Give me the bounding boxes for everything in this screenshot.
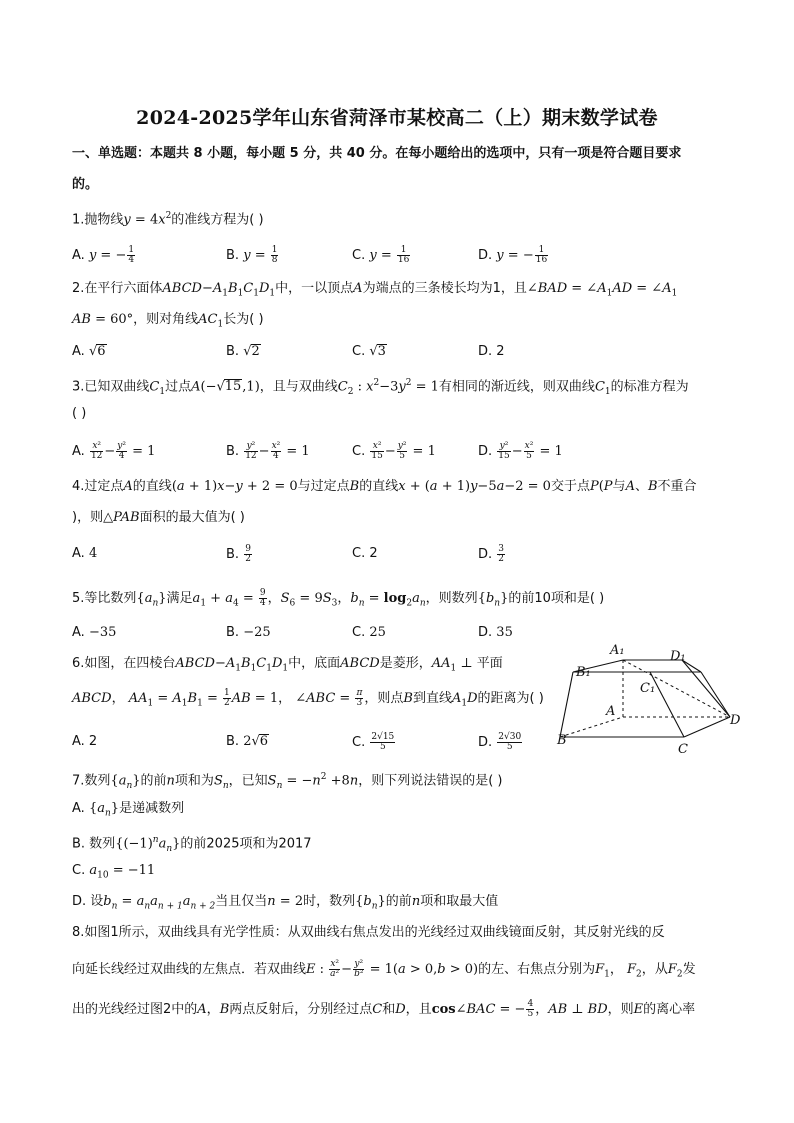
exam-title: 2024-2025学年山东省菏泽市某校高二（上）期末数学试卷	[136, 107, 658, 129]
q6-option-c[interactable]: C. $\frac{2√15}{5}$	[352, 732, 395, 752]
q7-option-b[interactable]: B. 数列$\{(-1)^na_n\}$的前2025项和为2017	[72, 835, 312, 854]
q1-pre: 抛物线	[84, 212, 124, 228]
q2-option-d[interactable]: D. 2	[478, 344, 505, 359]
question-5: 5.等比数列$\{a_n\}$满足$a_1 + a_4$ = $\frac{9}{4}$ ，$S_6 = 9S_3$，$b_n = \log_2a_n$，则数列$\{b_n\}$的前10项和是( )	[72, 588, 605, 609]
q2-option-c[interactable]: C. √3	[352, 344, 386, 359]
label-A: A	[606, 704, 616, 719]
label-A1: A₁	[610, 643, 625, 658]
q6-option-d[interactable]: D. $\frac{2√30}{5}$	[478, 732, 522, 752]
q1-formula: y	[123, 212, 131, 228]
q1-option-d[interactable]: D. y = − $\frac{1}{16}$	[478, 245, 548, 265]
question-3-line1: 3.已知双曲线$C_1$过点A(−√15,1)，且与双曲线$C_2$ : $x^2-3y^2 = 1$有相同的渐近线，则双曲线$C_1$的标准方程为	[72, 378, 689, 397]
q5-option-b[interactable]: B. −25	[226, 625, 271, 640]
label-D1: D₁	[670, 649, 686, 664]
frustum-figure	[548, 638, 748, 760]
q5-option-a[interactable]: A. −35	[72, 625, 117, 640]
q6-option-a[interactable]: A. 2	[72, 734, 98, 749]
label-C1: C₁	[640, 681, 656, 696]
question-8-line2: 向延长线经过双曲线的左焦点．若双曲线E : $\frac{\text{x²}}{\text{a²}}$ − $\frac{\text{y²}}{\text{b²}}$ = 1(a > 0,b > 0)的左、右焦点分别为$F_1$， $F_2$，从$F_2$发	[72, 959, 696, 980]
q3-option-d[interactable]: D. $\frac{\text{y²}}{15}$ − $\frac{\text{x²}}{5}$ = 1	[478, 441, 563, 461]
question-4-line1: 4.过定点A的直线(a + 1)x−y + 2 = 0与过定点B的直线x + (a + 1)y−5a−2 = 0交于点P(P与A、B不重合	[72, 479, 697, 494]
q3-option-c[interactable]: C. $\frac{\text{x²}}{15}$ − $\frac{\text{y²}}{5}$ = 1	[352, 441, 436, 461]
q6-option-b[interactable]: B. 2√6	[226, 734, 269, 749]
label-B: B	[557, 733, 567, 748]
q3-option-b[interactable]: B. $\frac{\text{y²}}{12}$ − $\frac{\text{x²}}{4}$ = 1	[226, 441, 310, 461]
question-3-line2: ( )	[72, 406, 87, 421]
question-7: 7.数列$\{a_n\}$的前n项和为$S_n$，已知$S_n = -n^2 +8n$，则下列说法错误的是( )	[72, 772, 503, 791]
question-6-line1: 6.如图，在四棱台$ABCD-A_1B_1C_1D_1$中，底面ABCD是菱形，$AA_1$ ⊥ 平面	[72, 656, 503, 674]
q7-option-d[interactable]: D. 设$b_n = a_na_{n + 1}a_{n + 2}$当且仅当n = 2时，数列$\{b_n\}$的前n项和取最大值	[72, 894, 499, 912]
q3-option-a[interactable]: A. $\frac{\text{x²}}{12}$ − $\frac{\text{y²}}{4}$ = 1	[72, 441, 156, 461]
q1-option-c[interactable]: C. y = $\frac{1}{16}$	[352, 245, 410, 265]
q2-option-a[interactable]: A. √6	[72, 344, 106, 359]
q4-option-b[interactable]: B. $\frac{9}{2}$	[226, 544, 251, 564]
section-heading: 一、单选题：本题共 8 小题，每小题 5 分，共 40 分。在每小题给出的选项中，只有一项是符合题目要求	[72, 146, 682, 161]
question-2-line2: AB = 60°，则对角线$AC_1$长为( )	[72, 312, 264, 330]
q4-option-c[interactable]: C. 2	[352, 546, 378, 561]
question-2-line1: 2.在平行六面体$ABCD-A_1B_1C_1D_1$中，一以顶点A为端点的三条棱长均为1，且∠BAD = $\angle A_1AD$ = $\angle A_1$	[72, 281, 678, 299]
q7-option-a[interactable]: A. $\{a_n\}$是递减数列	[72, 801, 185, 819]
label-C: C	[678, 742, 688, 757]
q2-option-b[interactable]: B. √2	[226, 344, 260, 359]
question-8-line3: 出的光线经过图2中的A，B两点反射后，分别经过点C和D，且cos∠BAC = − $\frac{4}{5}$ ，AB ⊥ BD，则E的离心率	[72, 999, 696, 1019]
section-heading-cont: 的。	[72, 177, 99, 192]
q4-option-d[interactable]: D. $\frac{3}{2}$	[478, 544, 505, 564]
question-8-line1: 8.如图1所示，双曲线具有光学性质：从双曲线右焦点发出的光线经过双曲线镜面反射，其反射光线的反	[72, 925, 665, 940]
question-1: 1.抛物线$y = 4x^2$的准线方程为( )	[72, 211, 264, 228]
q7-option-c[interactable]: C. $a_{10} = -11$	[72, 863, 156, 881]
q1-option-b[interactable]: B. y = $\frac{1}{8}$	[226, 245, 278, 265]
question-6-line2: ABCD， $AA_1 = A_1B_1$ = $\frac{1}{2}$ AB = 1， ∠ABC = $\frac{\pi}{3}$ ，则点B到直线$A_1D$的距离为( )	[72, 688, 544, 709]
label-D: D	[730, 713, 741, 728]
q1-post: 的准线方程为( )	[171, 212, 264, 228]
q1-prefix: 1.	[72, 212, 85, 228]
label-B1: B₁	[576, 665, 591, 680]
q1-option-a[interactable]: A. y = − $\frac{1}{4}$	[72, 245, 135, 265]
q4-option-a[interactable]: A. 4	[72, 546, 98, 561]
q5-option-d[interactable]: D. 35	[478, 625, 513, 640]
question-4-line2: )，则△PAB面积的最大值为( )	[72, 510, 245, 525]
q5-option-c[interactable]: C. 25	[352, 625, 386, 640]
